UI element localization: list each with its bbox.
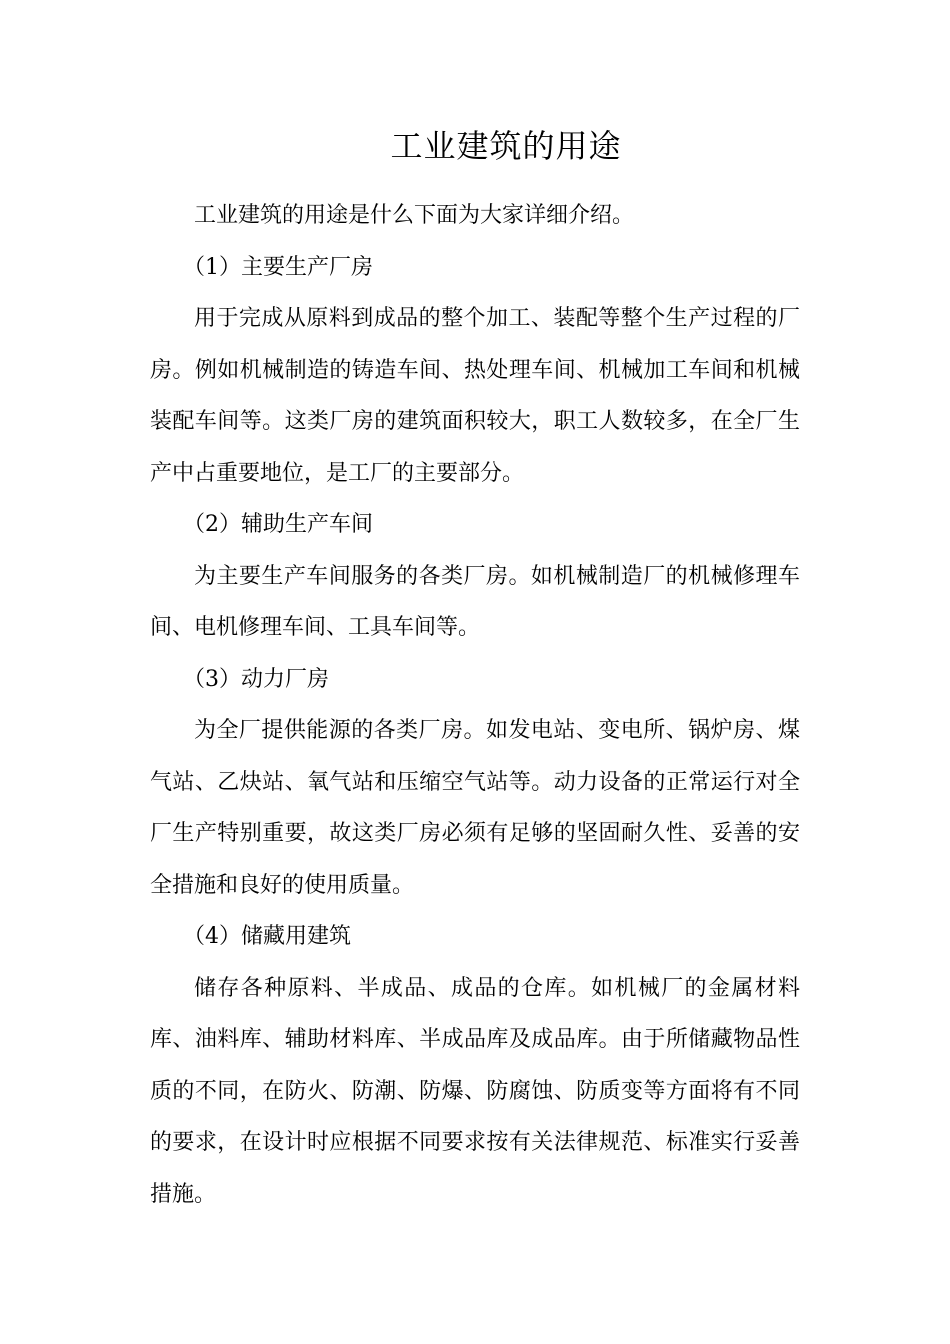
section-heading-power-plant: （3）动力厂房	[183, 666, 329, 692]
paragraph-main-production: 用于完成从原料到成品的整个加工、装配等整个生产过程的厂房。例如机械制造的铸造车间、热处理车间、机械加工车间和机械装配车间等。这类厂房的建筑面积较大，职工人数较多，在全厂生产中占重要地位，是工厂的主要部分。	[150, 306, 800, 486]
paragraph-auxiliary-workshop: 为主要生产车间服务的各类厂房。如机械制造厂的机械修理车间、电机修理车间、工具车间等。	[150, 563, 800, 640]
section-heading-storage-building: （4）储藏用建筑	[183, 924, 351, 949]
page-title: 工业建筑的用途	[390, 127, 622, 165]
paragraph-storage-building: 储存各种原料、半成品、成品的仓库。如机械厂的金属材料库、油料库、辅助材料库、半成品库及成品库。由于所储藏物品性质的不同，在防火、防潮、防爆、防腐蚀、防质变等方面将有不同的要求，在设计时应根据不同要求按有关法律规范、标准实行妥善措施。	[150, 975, 800, 1207]
document-body	[150, 190, 800, 1220]
section-heading-main-production: （1）主要生产厂房	[183, 254, 373, 280]
paragraph-power-plant: 为全厂提供能源的各类厂房。如发电站、变电所、锅炉房、煤气站、乙炔站、氧气站和压缩空气站等。动力设备的正常运行对全厂生产特别重要，故这类厂房必须有足够的坚固耐久性、妥善的安全措施和良好的使用质量。	[150, 718, 800, 898]
intro-paragraph: 工业建筑的用途是什么下面为大家详细介绍。	[194, 203, 635, 228]
section-heading-auxiliary-workshop: （2）辅助生产车间	[183, 512, 373, 537]
